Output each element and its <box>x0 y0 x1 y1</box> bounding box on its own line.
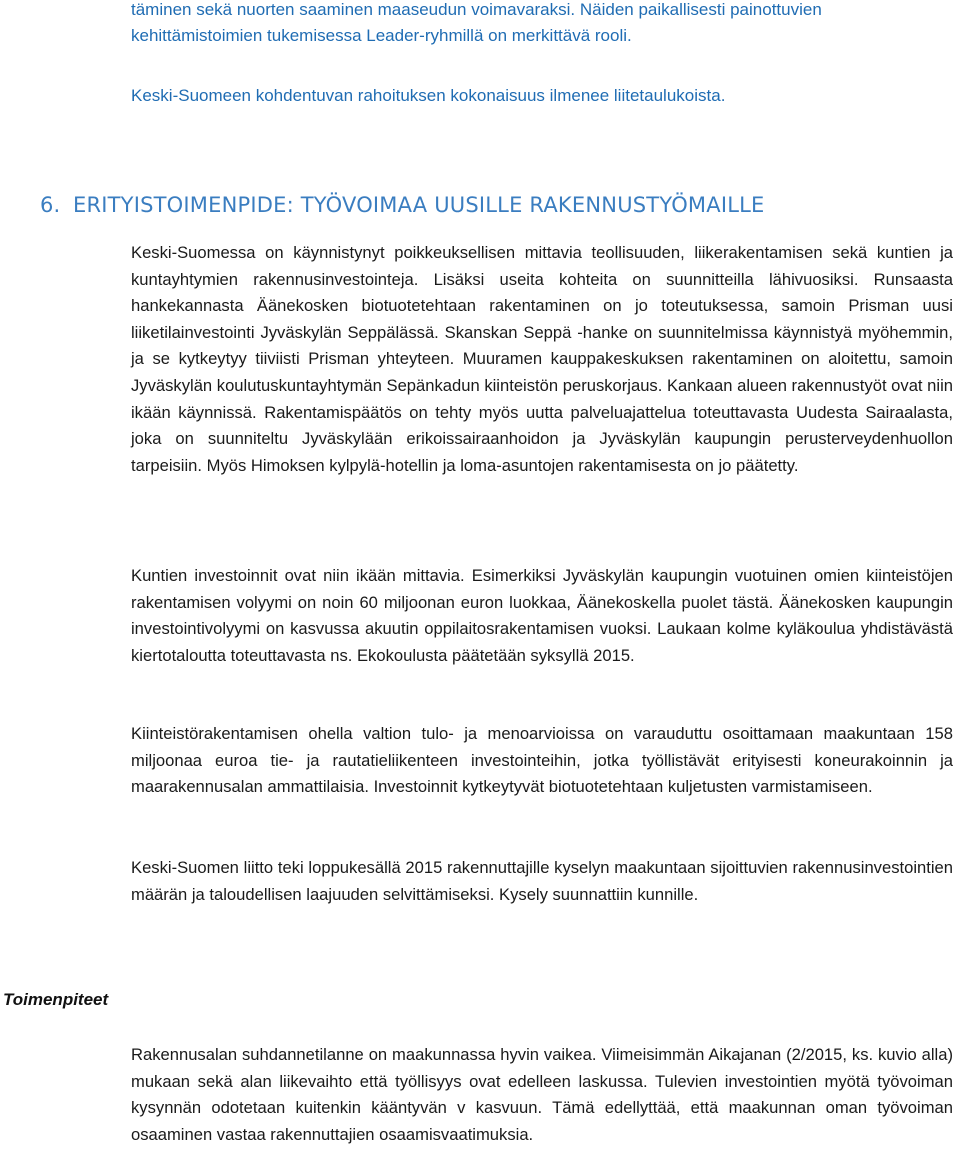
intro-line-3: Keski-Suomeen kohdentuvan rahoituksen kokonaisuus ilmenee liitetaulukoista. <box>131 86 726 105</box>
paragraph-5: Rakennusalan suhdannetilanne on maakunnassa hyvin vaikea. Viimeisimmän Aikajanan (2/2015, ks. kuvio alla) mukaan sekä alan liikevaihto että työllisyys ovat edelleen laskussa. Tulevien investointien myötä työvoiman kysynnän odotetaan kuitenkin kääntyvän v kasvuun. Tämä edellyttää, että maakunnan oman työvoiman osaaminen vastaa rakennuttajien osaamisvaatimuksia. <box>131 1045 953 1144</box>
section-heading <box>40 193 764 217</box>
side-label-toimenpiteet: Toimenpiteet <box>3 990 109 1009</box>
section-title: ERITYISTOIMENPIDE: TYÖVOIMAA UUSILLE RAKENNUSTYÖMAILLE <box>73 193 765 217</box>
paragraph-3: Kiinteistörakentamisen ohella valtion tulo- ja menoarvioissa on varauduttu osoittamaan maakuntaan 158 miljoonaa euroa tie- ja rautatieliikenteen investointeihin, jotka työllistävät erityisesti koneurakoinnin ja maarakennusalan ammattilaisia. Investoinnit kytkeytyvät biotuotetehtaan kuljetusten varmistamiseen. <box>131 724 953 797</box>
paragraph-4: Keski-Suomen liitto teki loppukesällä 2015 rakennuttajille kyselyn maakuntaan sijoittuvien rakennusinvestointien määrän ja taloudellisen laajuuden selvittämiseksi. Kysely suunnattiin kunnille. <box>131 858 953 904</box>
paragraph-2: Kuntien investoinnit ovat niin ikään mittavia. Esimerkiksi Jyväskylän kaupungin vuotuinen omien kiinteistöjen rakentamisen volyymi on noin 60 miljoonan euron luokkaa, Äänekoskella puolet tästä. Äänekosken kaupungin investointivolyymi on kasvussa akuutin oppilaitosrakentamisen vuoksi. Laukaan kolme kyläkoulua yhdistävästä kiertotaloutta toteuttavasta ns. Ekokoulusta päätetään syksyllä 2015. <box>131 566 953 665</box>
intro-line-1: täminen sekä nuorten saaminen maaseudun voimavaraksi. Näiden paikallisesti painottuvien <box>131 0 822 19</box>
paragraph-1: Keski-Suomessa on käynnistynyt poikkeuksellisen mittavia teollisuuden, liikerakentamisen sekä kuntien ja kuntayhtymien rakennusinvestointeja. Lisäksi useita kohteita on suunnitteilla lähivuosiksi. Runsaasta hankekannasta Äänekosken biotuotetehtaan rakentaminen on jo toteutuksessa, samoin Prisman uusi liiketilainvestointi Jyväskylän Seppälässä. Skanskan Seppä -hanke on suunnitelmissa käynnistyä myöhemmin, ja se kytkeytyy tiiviisti Prisman yhteyteen. Muuramen kauppakeskuksen rakentaminen on aloitettu, samoin Jyväskylän koulutuskuntayhtymän Sepänkadun kiinteistön peruskorjaus. Kankaan alueen rakennustyöt ovat niin ikään käynnissä. Rakentamispäätös on tehty myös uutta palveluajattelua toteuttavasta Uudesta Sairaalasta, joka on suunniteltu Jyväskylään erikoissairaanhoidon ja Jyväskylän kaupungin perusterveydenhuollon tarpeisiin. Myös Himoksen kylpylä-hotellin ja loma-asuntojen rakentamisesta on jo päätetty. <box>131 243 953 475</box>
section-number: 6. <box>40 193 61 217</box>
intro-line-2: kehittämistoimien tukemisessa Leader-ryhmillä on merkittävä rooli. <box>131 26 632 45</box>
